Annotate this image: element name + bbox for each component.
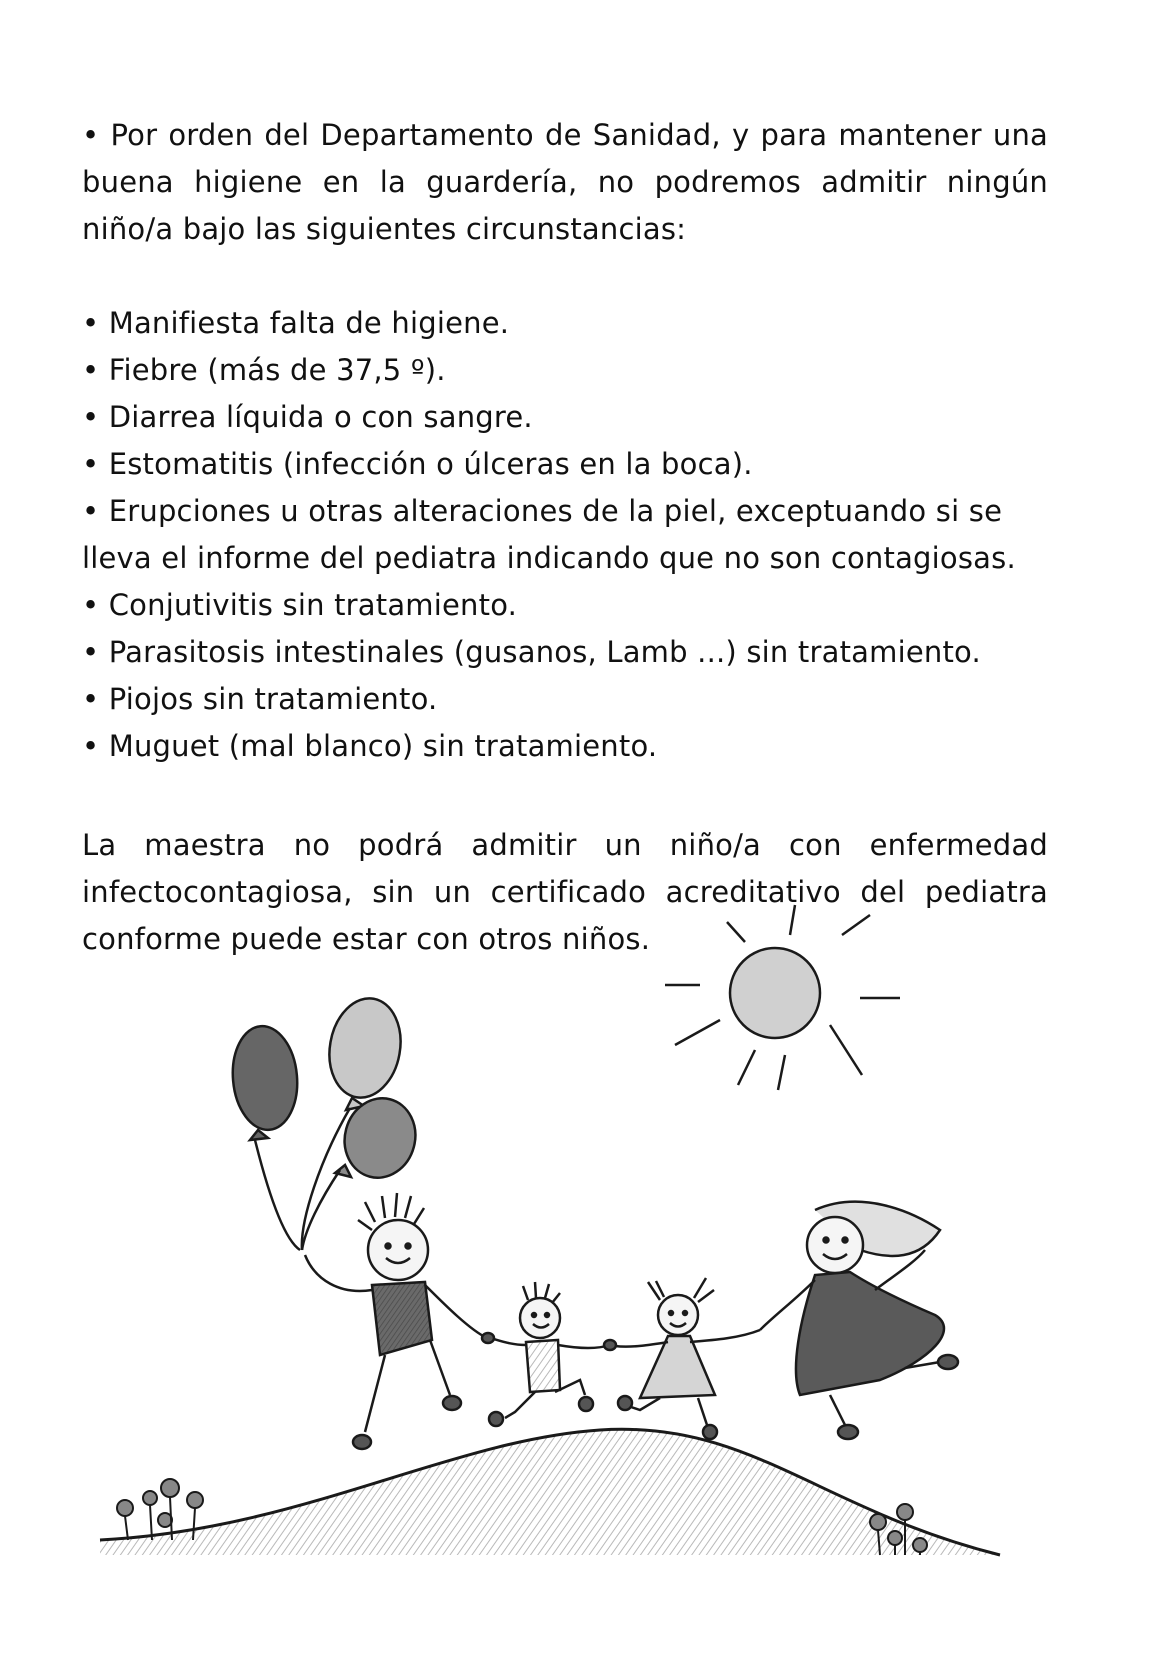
condition-item: • Parasitosis intestinales (gusanos, Lamb ...) sin tratamiento. [82,635,981,669]
balloon-light [322,993,408,1104]
flowers-left [117,1479,203,1540]
conditions-list [82,300,1048,770]
condition-item: • Erupciones u otras alteraciones de la piel, exceptuando si se lleva el informe del pediatra indicando que no son contagiosas. [82,494,1016,575]
boy-figure [482,1282,616,1426]
balloon-mid [336,1090,424,1185]
girl-figure [615,1278,760,1439]
balloon-dark [229,1023,302,1132]
condition-item: • Piojos sin tratamiento. [82,682,438,716]
condition-item: • Estomatitis (infección o úlceras en la boca). [82,447,753,481]
condition-item: • Manifiesta falta de higiene. [82,306,510,340]
condition-item: • Diarrea líquida o con sangre. [82,400,533,434]
mother-figure [760,1202,958,1439]
father-figure [305,1193,487,1449]
balloons [229,993,425,1250]
condition-item: • Muguet (mal blanco) sin tratamiento. [82,729,658,763]
intro-paragraph: • Por orden del Departamento de Sanidad, y para mantener una buena higiene en la guardería, no podremos admitir ningún niño/a bajo las siguientes circunstancias: [82,118,1048,246]
flowers-right [870,1504,927,1555]
condition-item: • Fiebre (más de 37,5 º). [82,353,446,387]
condition-item: • Conjutivitis sin tratamiento. [82,588,518,622]
hill [100,1429,1000,1555]
closing-paragraph: La maestra no podrá admitir un niño/a con enfermedad infectocontagiosa, sin un certificado acreditativo del pediatra conforme puede estar con otros niños. [82,828,1048,956]
